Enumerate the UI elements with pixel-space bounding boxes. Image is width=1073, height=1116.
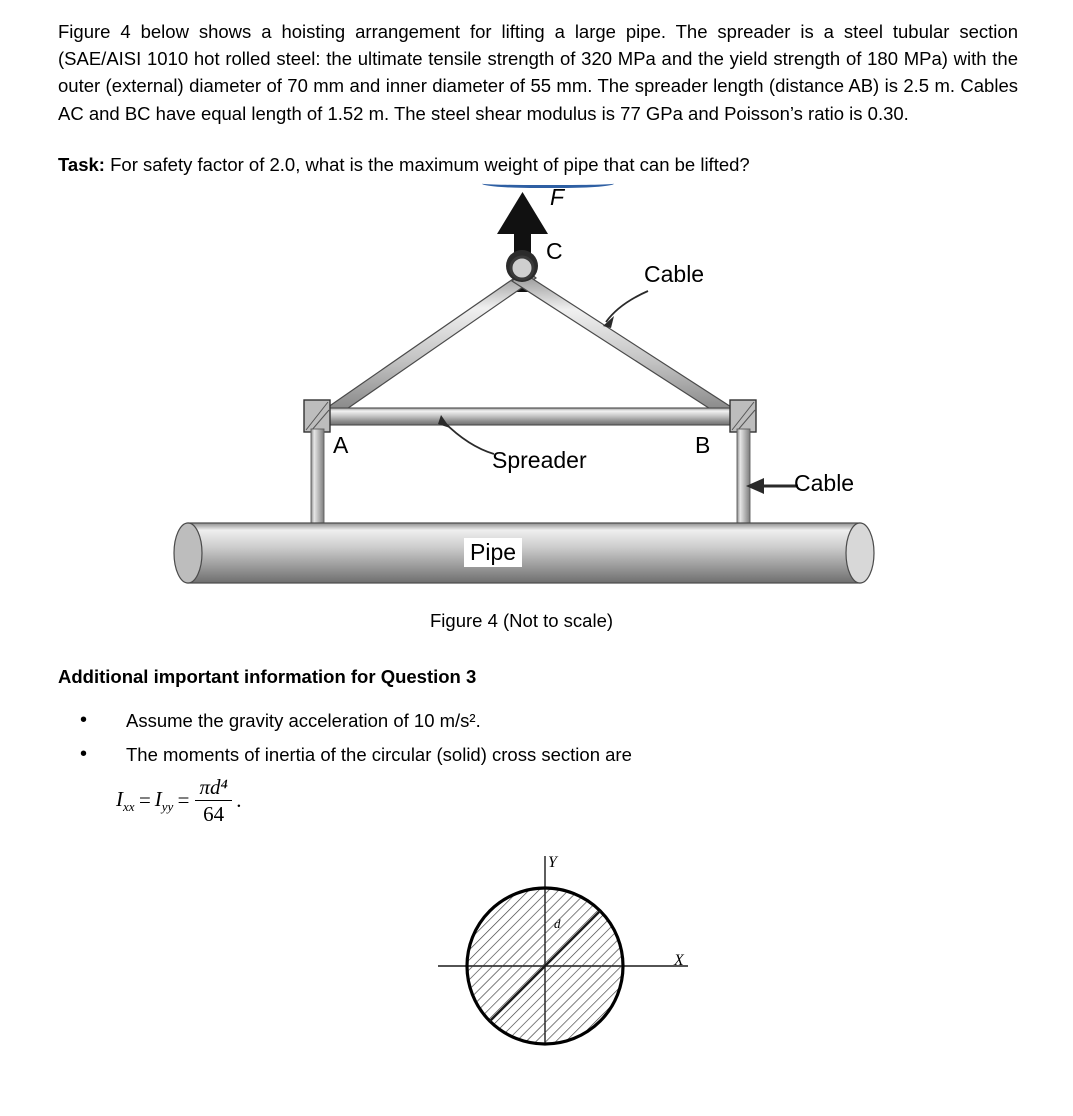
formula-I-yy: $I_{yy}$	[154, 786, 174, 814]
diameter-label: d	[554, 916, 561, 932]
y-axis-label: Y	[548, 854, 557, 872]
force-label: F	[550, 183, 565, 210]
point-a-label: A	[333, 431, 349, 458]
formula-equals-2: =	[176, 788, 191, 813]
intro-paragraph: Figure 4 below shows a hoisting arrangement for lifting a large pipe. The spreader is a steel tubular section (SAE/AISI 1010 hot rolled steel: the ultimate tensile strength of 320 MPa and the yield strength of 180 MPa) with the outer (external) diameter of 70 mm and inner diameter of 55 mm. The spreader length (distance AB) is 2.5 m. Cables AC and BC have equal length of 1.52 m. The steel shear modulus is 77 GPa and Poisson’s ratio is 0.30.	[58, 21, 1018, 124]
figure-4	[58, 183, 1058, 656]
figure-caption: Figure 4 (Not to scale)	[430, 609, 614, 631]
point-b-label: B	[695, 431, 711, 458]
cross-section-figure	[58, 836, 1058, 1046]
spreader-label: Spreader	[492, 446, 587, 473]
formula-I-xx: $I_{xx}$	[116, 786, 135, 814]
point-c-label: C	[546, 237, 563, 264]
formula-period: .	[236, 788, 243, 813]
list-item: • Assume the gravity acceleration of 10 m/s².	[80, 706, 1033, 736]
pipe-cylinder	[174, 523, 874, 583]
list-item: • The moments of inertia of the circular (solid) cross section are	[80, 740, 1033, 770]
cable-right-label: Cable	[794, 469, 855, 496]
cable-bc	[512, 272, 742, 423]
cross-section-svg	[58, 836, 1058, 1046]
additional-info-list	[58, 706, 1033, 769]
formula-denominator: 64	[203, 802, 225, 827]
formula-numerator: πd⁴	[195, 775, 231, 801]
cable-top-leader	[603, 291, 648, 328]
pipe-label: Pipe	[464, 538, 522, 567]
cable-top-label: Cable	[644, 260, 705, 287]
moment-of-inertia-formula	[116, 775, 1033, 826]
x-axis-label: X	[674, 952, 684, 970]
additional-info-heading: Additional important information for Question 3	[58, 665, 477, 687]
joint-a	[304, 400, 330, 432]
hub-c	[506, 250, 538, 282]
joint-b	[730, 400, 756, 432]
spreader-beam	[316, 408, 744, 425]
cable-ac	[318, 270, 536, 422]
task-text: For safety factor of 2.0, what is the maximum weight of pipe that can be lifted?	[104, 153, 750, 175]
task-line	[58, 151, 1018, 178]
formula-fraction	[195, 775, 231, 826]
cable-right-leader	[746, 478, 798, 494]
task-label: Task:	[58, 153, 105, 175]
formula-equals-1: =	[137, 788, 152, 813]
